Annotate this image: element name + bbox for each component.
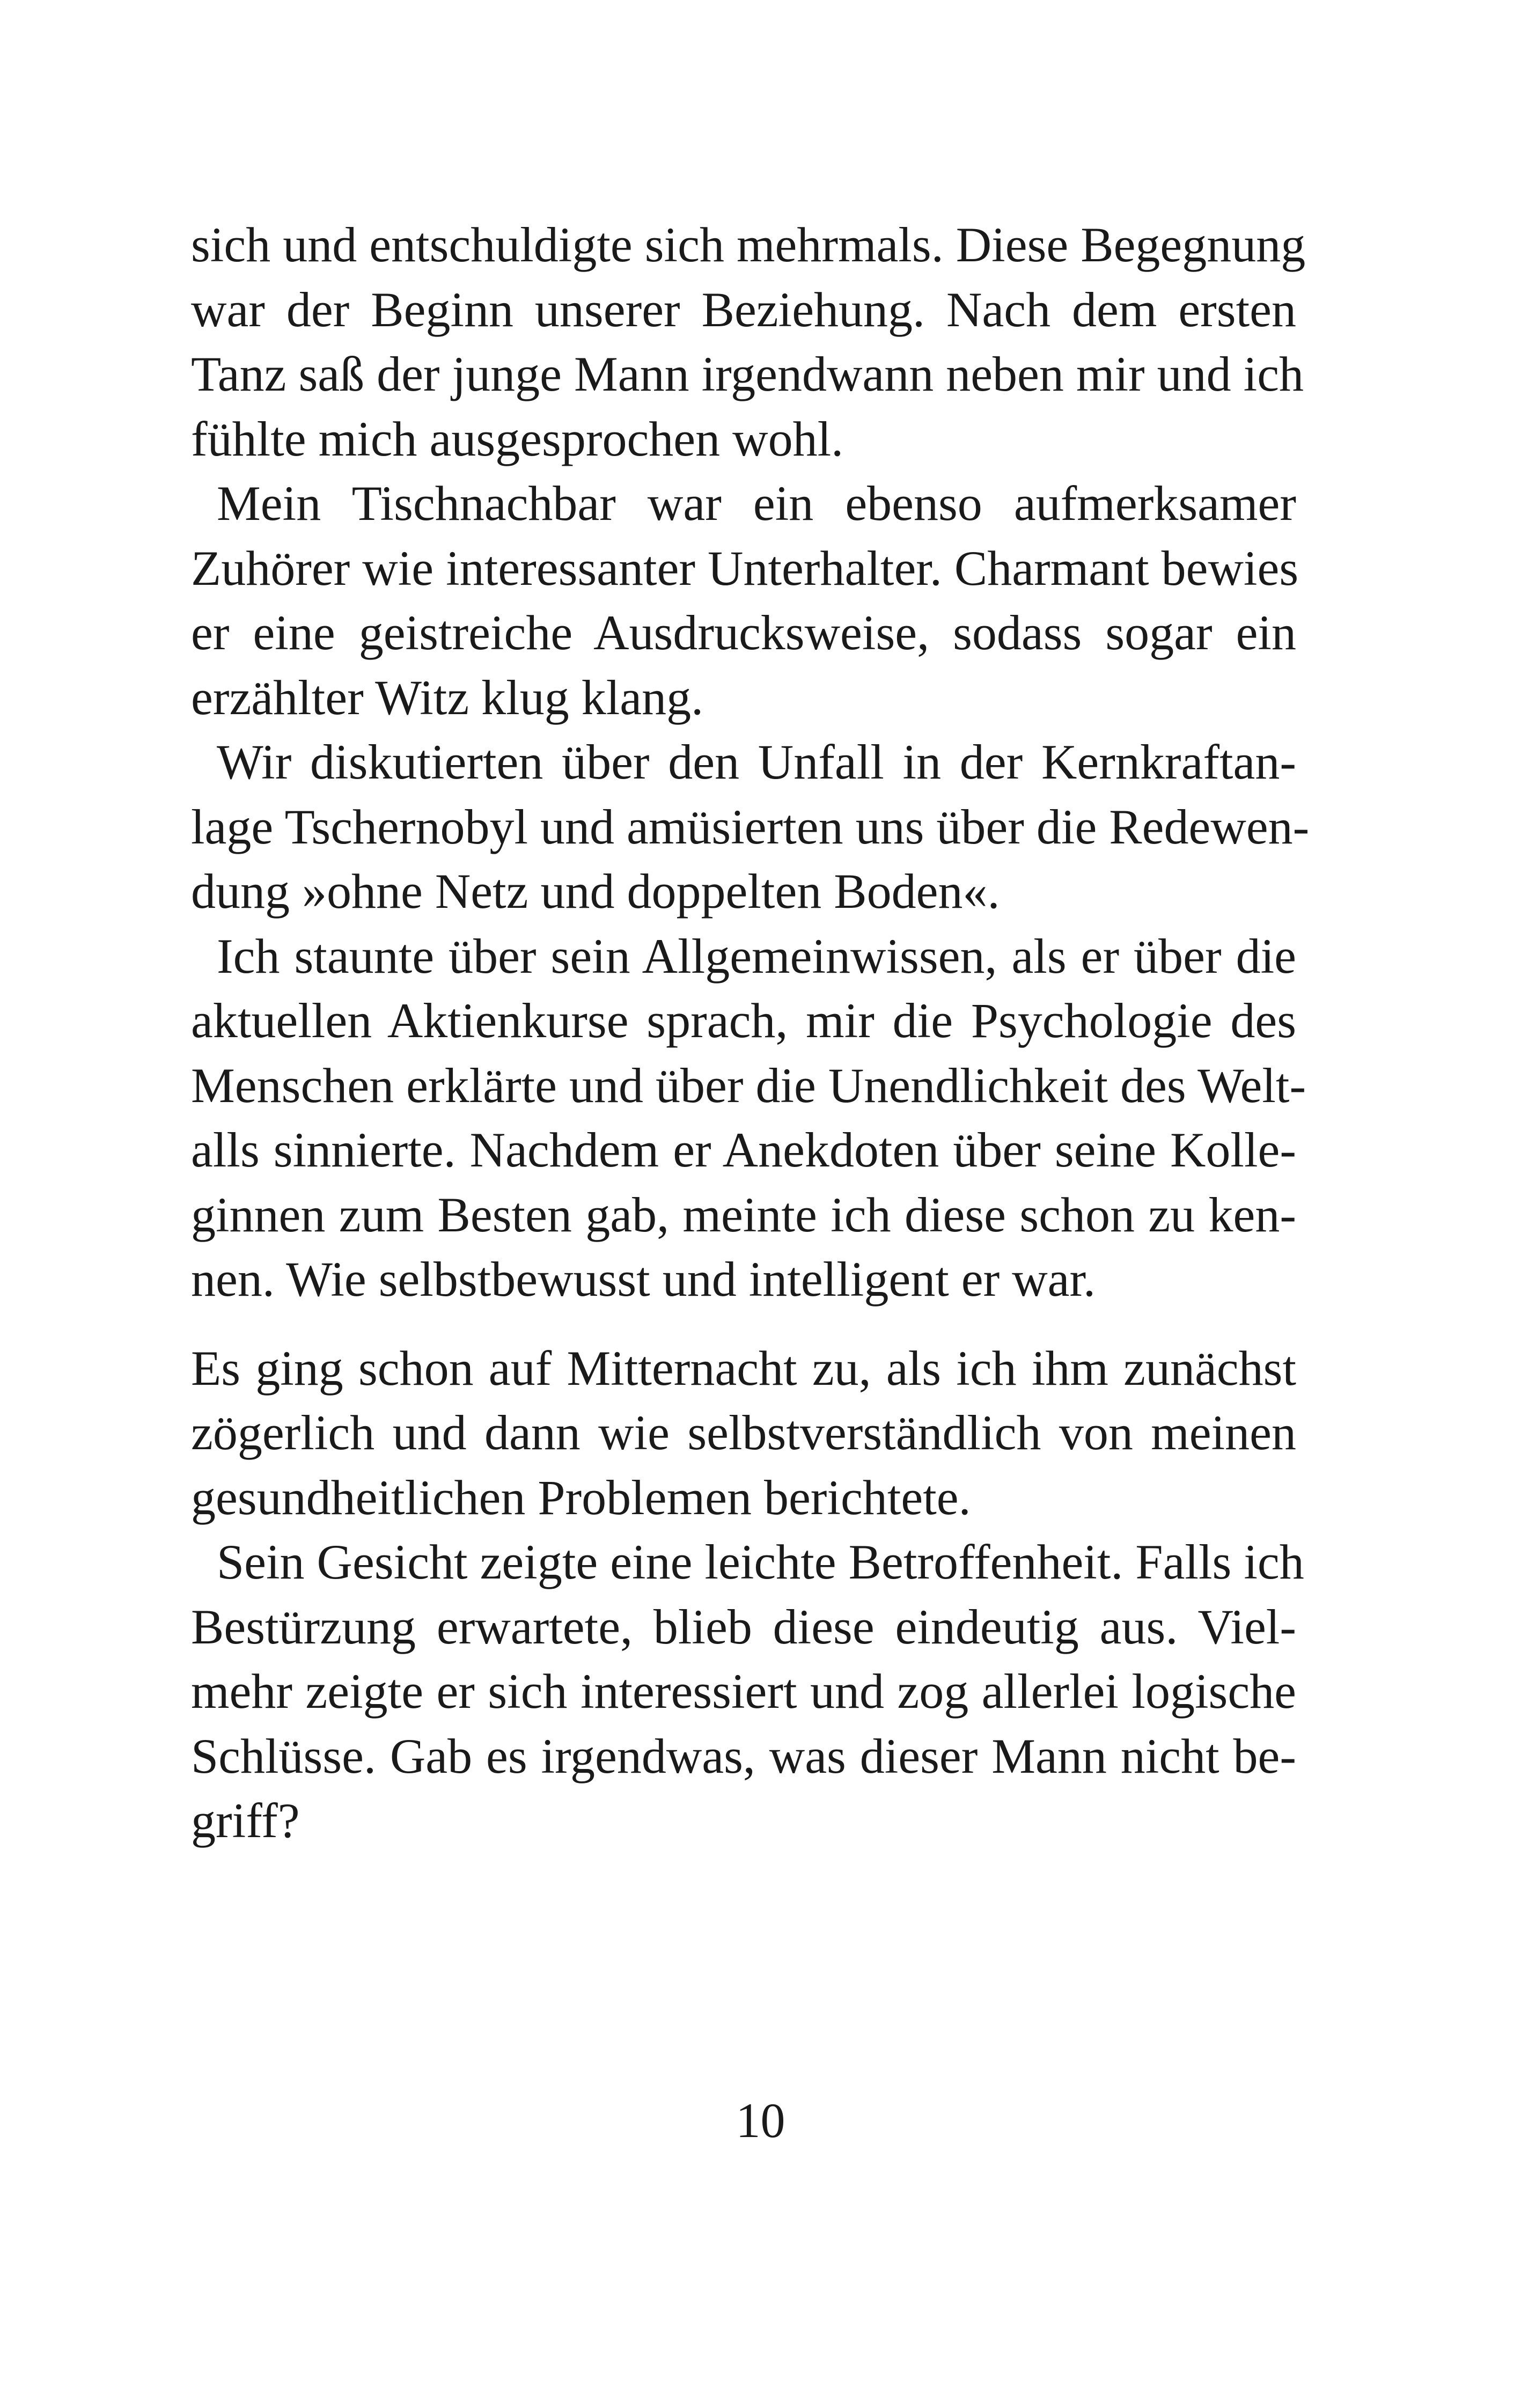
text-line: war der Beginn unserer Beziehung. Nach dem ersten xyxy=(191,282,1296,337)
paragraph xyxy=(191,212,1306,471)
text-line: fühlte mich ausgesprochen wohl. xyxy=(191,411,844,466)
text-line: Es ging schon auf Mitternacht zu, als ich ihm zunächst xyxy=(191,1340,1296,1396)
text-line: Ich staunte über sein Allgemeinwissen, als er über die xyxy=(217,928,1296,983)
paragraph xyxy=(191,924,1306,1312)
text-line: Bestürzung erwartete, blieb diese eindeutig aus. Viel- xyxy=(191,1599,1296,1654)
paragraph xyxy=(191,1336,1296,1530)
text-line: Sein Gesicht zeigte eine leichte Betroffenheit. Falls ich xyxy=(217,1535,1304,1589)
body-text xyxy=(191,212,1310,1853)
text-line: Schlüsse. Gab es irgendwas, was dieser Mann nicht be- xyxy=(191,1728,1296,1783)
text-line: gesundheitlichen Problemen berichtete. xyxy=(191,1470,971,1525)
text-line: Mein Tischnachbar war ein ebenso aufmerksamer xyxy=(217,476,1296,531)
text-line: alls sinnierte. Nachdem er Anekdoten über seine Kolle- xyxy=(191,1122,1296,1177)
paragraph xyxy=(191,1530,1304,1853)
text-line: Tanz saß der junge Mann irgendwann neben mir und ich xyxy=(191,347,1304,401)
paragraph xyxy=(191,471,1299,730)
text-line: Zuhörer wie interessanter Unterhalter. Charmant bewies xyxy=(191,540,1299,596)
text-line: erzählter Witz klug klang. xyxy=(191,670,704,725)
text-line: dung »ohne Netz und doppelten Boden«. xyxy=(191,864,1000,919)
text-line: lage Tschernobyl und amüsierten uns über die Redewen- xyxy=(191,799,1310,854)
paragraph xyxy=(191,730,1310,924)
section-gap xyxy=(191,1312,1296,1336)
text-line: zögerlich und dann wie selbstverständlich von meinen xyxy=(191,1405,1296,1460)
text-line: aktuellen Aktienkurse sprach, mir die Psychologie des xyxy=(191,993,1296,1048)
text-line: sich und entschuldigte sich mehrmals. Diese Begegnung xyxy=(191,217,1306,272)
text-line: Menschen erklärte und über die Unendlichkeit des Welt- xyxy=(191,1058,1306,1113)
page-number: 10 xyxy=(736,2093,785,2148)
text-line: Wir diskutierten über den Unfall in der Kernkraftan- xyxy=(217,735,1296,789)
text-line: ginnen zum Besten gab, meinte ich diese schon zu ken- xyxy=(191,1187,1296,1242)
text-line: nen. Wie selbstbewusst und intelligent er war. xyxy=(191,1252,1096,1306)
text-line: griff? xyxy=(191,1793,300,1848)
text-line: er eine geistreiche Ausdrucksweise, sodass sogar ein xyxy=(191,605,1296,660)
text-line: mehr zeigte er sich interessiert und zog allerlei logische xyxy=(191,1664,1296,1719)
